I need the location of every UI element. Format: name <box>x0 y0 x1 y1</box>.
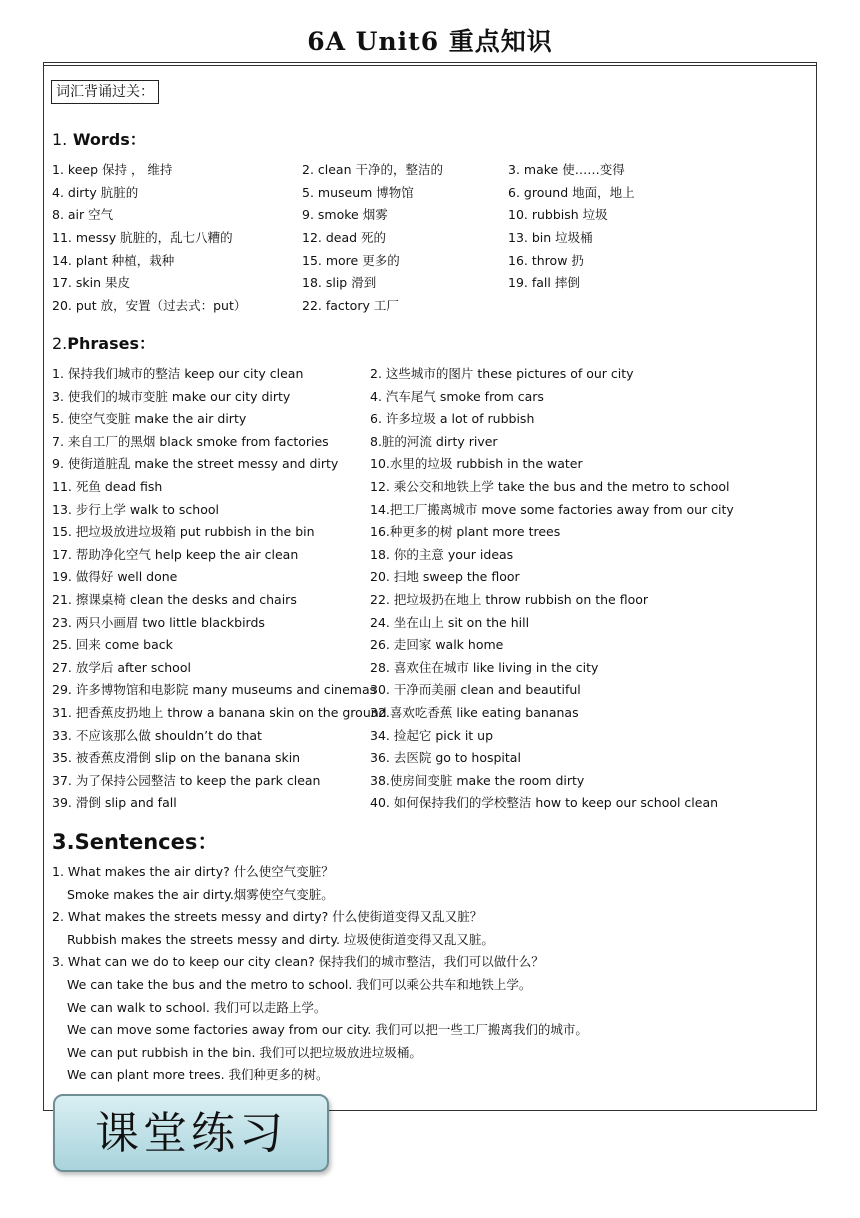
sentence-line: We can plant more trees. 我们种更多的树。 <box>67 1067 329 1083</box>
phrase-item: 8.脏的河流 dirty river <box>370 433 498 449</box>
word-item: 17. skin 果皮 <box>52 275 130 290</box>
phrase-item: 37. 为了保持公园整洁 to keep the park clean <box>52 772 321 788</box>
word-row <box>0 272 860 294</box>
phrase-row <box>0 770 860 792</box>
word-item: 6. ground 地面，地上 <box>508 185 635 200</box>
phrase-item: 11. 死鱼 dead fish <box>52 479 163 494</box>
vocab-box-label: 词汇背诵过关： <box>51 80 159 104</box>
word-item: 20. put 放，安置（过去式：put） <box>52 298 247 313</box>
word-item: 10. rubbish 垃圾 <box>508 207 608 222</box>
phrase-row <box>0 634 860 656</box>
word-item: 13. bin 垃圾桶 <box>508 230 593 245</box>
phrase-item: 21. 擦课桌椅 clean the desks and chairs <box>52 592 297 607</box>
word-item: 4. dirty 肮脏的 <box>52 185 139 200</box>
phrase-item: 26. 走回家 walk home <box>370 637 504 653</box>
phrase-row <box>0 431 860 453</box>
phrase-row <box>0 725 860 747</box>
phrase-row <box>0 453 860 475</box>
word-item: 12. dead 死的 <box>302 230 387 245</box>
phrase-item: 38.使房间变脏 make the room dirty <box>370 772 585 788</box>
words-heading <box>52 127 146 150</box>
phrase-item: 22. 把垃圾扔在地上 throw rubbish on the floor <box>370 592 649 607</box>
phrase-item: 29. 许多博物馆和电影院 many museums and cinemas <box>52 682 377 698</box>
phrase-item: 17. 帮助净化空气 help keep the air clean <box>52 546 299 562</box>
phrase-item: 20. 扫地 sweep the floor <box>370 569 520 585</box>
phrase-row <box>0 544 860 566</box>
phrases-heading-label: Phrases： <box>67 334 155 353</box>
phrase-item: 33. 不应该那么做 shouldn’t do that <box>52 727 262 743</box>
phrase-item: 4. 汽车尾气 smoke from cars <box>370 388 544 404</box>
sentence-line: 1. What makes the air dirty? 什么使空气变脏？ <box>52 864 334 879</box>
phrase-item: 10.水里的垃圾 rubbish in the water <box>370 456 583 472</box>
word-row <box>0 182 860 204</box>
words-heading-label: Words： <box>72 130 146 149</box>
classroom-practice-badge <box>53 1094 329 1172</box>
phrase-item: 19. 做得好 well done <box>52 569 178 585</box>
phrase-row <box>0 386 860 408</box>
frame-divider <box>43 65 817 66</box>
phrase-row <box>0 657 860 679</box>
phrase-item: 32.喜欢吃香蕉 like eating bananas <box>370 705 579 720</box>
word-item: 2. clean 干净的，整洁的 <box>302 162 443 177</box>
phrase-row <box>0 679 860 701</box>
word-item: 11. messy 肮脏的，乱七八糟的 <box>52 230 233 245</box>
phrase-item: 28. 喜欢住在城市 like living in the city <box>370 659 599 675</box>
phrase-item: 40. 如何保持我们的学校整洁 how to keep our school clean <box>370 795 719 811</box>
word-item: 22. factory 工厂 <box>302 298 399 313</box>
phrase-item: 14.把工厂搬离城市 move some factories away from our city <box>370 501 734 517</box>
phrase-row <box>0 566 860 588</box>
page-title: 6A Unit6 重点知识 <box>307 27 553 56</box>
sentence-line: 2. What makes the streets messy and dirty? 什么使街道变得又乱又脏？ <box>52 909 483 925</box>
phrase-item: 35. 被香蕉皮滑倒 slip on the banana skin <box>52 750 301 766</box>
phrase-row <box>0 476 860 498</box>
phrase-item: 7. 来自工厂的黑烟 black smoke from factories <box>52 433 329 449</box>
phrase-item: 15. 把垃圾放进垃圾箱 put rubbish in the bin <box>52 524 315 540</box>
sentence-line: We can walk to school. 我们可以走路上学。 <box>67 999 327 1015</box>
phrase-item: 34. 捡起它 pick it up <box>370 727 494 743</box>
phrase-item: 2. 这些城市的图片 these pictures of our city <box>370 366 634 381</box>
phrase-item: 13. 步行上学 walk to school <box>52 501 219 517</box>
phrase-item: 23. 两只小画眉 two little blackbirds <box>52 614 265 630</box>
sentences-heading: 3.Sentences： <box>52 830 219 854</box>
sentence-line: Smoke makes the air dirty.烟雾使空气变脏。 <box>67 886 334 902</box>
sentence-line: We can take the bus and the metro to school. 我们可以乘公共车和地铁上学。 <box>67 977 532 992</box>
phrase-row <box>0 408 860 430</box>
phrase-item: 39. 滑倒 slip and fall <box>52 795 177 811</box>
sentence-line: 3. What can we do to keep our city clean? 保持我们的城市整洁，我们可以做什么？ <box>52 954 544 970</box>
badge-label: 课堂练习 <box>95 1108 287 1159</box>
word-item: 14. plant 种植，栽种 <box>52 253 175 268</box>
phrase-item: 12. 乘公交和地铁上学 take the bus and the metro to school <box>370 479 730 494</box>
phrase-item: 27. 放学后 after school <box>52 659 191 675</box>
phrase-row <box>0 363 860 385</box>
sentence-line: We can put rubbish in the bin. 我们可以把垃圾放进垃圾桶。 <box>67 1044 422 1060</box>
phrase-item: 36. 去医院 go to hospital <box>370 750 521 766</box>
words-heading-number: 1. <box>52 130 68 149</box>
phrase-row <box>0 521 860 543</box>
phrase-item: 1. 保持我们城市的整洁 keep our city clean <box>52 366 304 381</box>
phrase-item: 24. 坐在山上 sit on the hill <box>370 614 530 630</box>
word-item: 16. throw 扔 <box>508 253 584 268</box>
phrase-row <box>0 702 860 724</box>
word-row <box>0 227 860 249</box>
word-item: 1. keep 保持 ， 维持 <box>52 162 173 177</box>
phrase-item: 18. 你的主意 your ideas <box>370 546 514 562</box>
phrase-row <box>0 747 860 769</box>
word-item: 15. more 更多的 <box>302 253 400 268</box>
word-item: 18. slip 滑到 <box>302 275 377 290</box>
phrase-row <box>0 612 860 634</box>
word-row <box>0 159 860 181</box>
word-item: 3. make 使……变得 <box>508 162 625 177</box>
word-item: 19. fall 摔倒 <box>508 275 580 290</box>
word-row <box>0 204 860 226</box>
sentence-line: Rubbish makes the streets messy and dirty. 垃圾使街道变得又乱又脏。 <box>67 931 494 947</box>
phrase-item: 31. 把香蕉皮扔地上 throw a banana skin on the ground <box>52 705 387 720</box>
phrase-item: 5. 使空气变脏 make the air dirty <box>52 411 247 427</box>
word-row <box>0 250 860 272</box>
sentence-line: We can move some factories away from our city. 我们可以把一些工厂搬离我们的城市。 <box>67 1022 588 1038</box>
phrase-item: 30. 干净而美丽 clean and beautiful <box>370 682 581 698</box>
phrase-item: 16.种更多的树 plant more trees <box>370 524 561 540</box>
phrase-row <box>0 589 860 611</box>
phrases-heading-number: 2. <box>52 334 68 353</box>
word-row <box>0 295 860 317</box>
phrases-heading <box>52 331 155 354</box>
word-item: 8. air 空气 <box>52 207 114 222</box>
word-item: 9. smoke 烟雾 <box>302 207 388 222</box>
phrase-item: 9. 使街道脏乱 make the street messy and dirty <box>52 456 339 472</box>
word-item: 5. museum 博物馆 <box>302 185 414 200</box>
phrase-row <box>0 499 860 521</box>
phrase-item: 25. 回来 come back <box>52 637 173 653</box>
phrase-item: 6. 许多垃圾 a lot of rubbish <box>370 411 535 427</box>
phrase-item: 3. 使我们的城市变脏 make our city dirty <box>52 388 291 404</box>
phrase-row <box>0 792 860 814</box>
